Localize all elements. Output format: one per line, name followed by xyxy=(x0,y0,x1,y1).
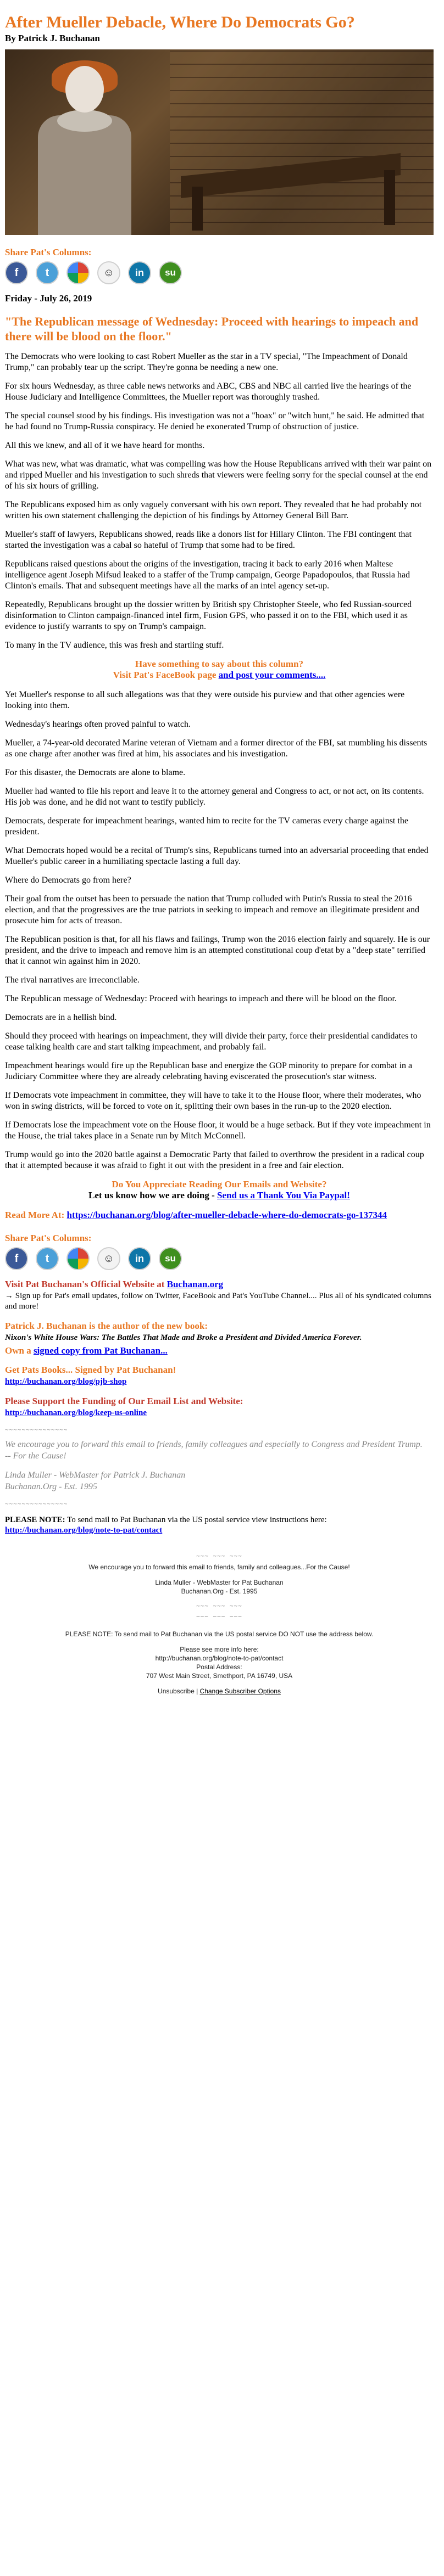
facebook-icon[interactable]: f xyxy=(5,261,28,284)
article-paragraph: Democrats are in a hellish bind. xyxy=(5,1013,117,1022)
hero-clown-figure xyxy=(27,55,137,235)
postal-note-link[interactable]: http://buchanan.org/blog/note-to-pat/contact xyxy=(5,1526,163,1535)
read-more: Read More At: https://buchanan.org/blog/after-mueller-debacle-where-do-democrats-go-137344 xyxy=(5,1210,387,1220)
pull-quote: "The Republican message of Wednesday: Proceed with hearings to impeach and there will be blood on the floor." xyxy=(5,315,419,343)
article-paragraph: For six hours Wednesday, as three cable news networks and ABC, CBS and NBC all carried live the hearings of the House Judiciary and Intelligence Committees, the Mueller report was thoroughly trashed. xyxy=(5,381,412,402)
article-paragraph: Repeatedly, Republicans brought up the dossier written by British spy Christopher Steele, who fed Russian-sourced disinformation to Clinton campaign-financed intel firm, Fusion GPS, who passed it on to the FBI, which used it as evidence to justify warrants to spy on Trump's campaign. xyxy=(5,600,412,631)
stumbleupon-icon[interactable]: su xyxy=(159,1247,182,1270)
article-paragraph: The Democrats who were looking to cast Robert Mueller as the star in a TV special, "The Impeachment of Donald Trump," can probably tear up the script. They're gonna be needing a new one. xyxy=(5,352,408,372)
website-heading: Visit Pat Buchanan's Official Website at Buchanan.org xyxy=(5,1279,224,1289)
article-paragraph: Wednesday's hearings often proved painful to watch. xyxy=(5,720,191,729)
book-heading: Patrick J. Buchanan is the author of the new book: xyxy=(5,1321,208,1331)
article-paragraph: To many in the TV audience, this was fresh and startling stuff. xyxy=(5,641,224,650)
article-paragraph: What was new, what was dramatic, what was compelling was how the House Republicans arrived with their war paint on and ripped Mueller and his investigation to such shreds that viewers were feeling sorry for the special counsel at the end of his six hours of grilling. xyxy=(5,459,432,491)
article-paragraph: The special counsel stood by his findings. His investigation was not a "hoax" or "witch hunt," he said. He admitted that he had found no Trump-Russia conspiracy. He denied he exonerated Trump of obstruction of justice. xyxy=(5,411,425,431)
article-paragraph: The rival narratives are irreconcilable. xyxy=(5,975,140,985)
share-icons-bottom xyxy=(5,1247,434,1270)
article-paragraph: Democrats, desperate for impeachment hearings, wanted him to recite for the TV cameras every charge against the president. xyxy=(5,816,408,837)
share-heading: Share Pat's Columns: xyxy=(5,247,92,257)
subscriber-options-link[interactable]: Change Subscriber Options xyxy=(199,1687,281,1695)
linkedin-icon[interactable]: in xyxy=(128,1247,151,1270)
google-icon[interactable] xyxy=(66,261,90,284)
article-paragraph: If Democrats vote impeachment in committee, they will have to take it to the House floor, where their moderates, who won in swing districts, will be forced to vote on it, splitting their own bases in the run-up to the 2020 election. xyxy=(5,1091,421,1111)
footer-address-block: Please see more info here: http://buchanan.org/blog/note-to-pat/contact Postal Address: 707 West Main Street, Smethport, PA 16749, USA xyxy=(146,1646,293,1680)
footer-divider-3: ~~~ ~~~ ~~~ xyxy=(196,1613,242,1620)
article-paragraph: Mueller, a 74-year-old decorated Marine veteran of Vietnam and a former director of the FBI, sat mumbling his dissents as one charge after another was fired at him, his associates and his investigation. xyxy=(5,738,428,759)
support-heading: Please Support the Funding of Our Email List and Website: xyxy=(5,1396,243,1406)
article-date: Friday - July 26, 2019 xyxy=(5,293,92,304)
comment-cta-heading: Have something to say about this column? xyxy=(135,659,304,669)
article-paragraph: Impeachment hearings would fire up the Republican base and energize the GOP minority to prepare for combat in a Judiciary Committee where they are already celebrating having eviscerated the prosecution's star witness. xyxy=(5,1061,413,1081)
reddit-icon[interactable]: ☺ xyxy=(97,261,120,284)
article-paragraph: Where do Democrats go from here? xyxy=(5,875,131,885)
appreciate-heading: Do You Appreciate Reading Our Emails and Website? xyxy=(112,1179,327,1189)
article-paragraph: For this disaster, the Democrats are alone to blame. xyxy=(5,768,186,777)
article-paragraph: Yet Mueller's response to all such allegations was that they were outside his purview and that other agencies were looking into them. xyxy=(5,690,405,710)
linkedin-icon[interactable]: in xyxy=(128,261,151,284)
books-shop-link[interactable]: http://buchanan.org/blog/pjb-shop xyxy=(5,1377,127,1386)
article-paragraph: The Republican position is that, for all his flaws and failings, Trump won the 2016 election fairly and squarely. He is our president, and the drive to impeach and remove him is an attempted constitutional coup d'etat by a "deep state" terrified that it cannot win against him in 2020. xyxy=(5,935,430,966)
footer-divider-1: ~~~ ~~~ ~~~ xyxy=(196,1552,242,1559)
reddit-icon[interactable]: ☺ xyxy=(97,1247,120,1270)
support-link[interactable]: http://buchanan.org/blog/keep-us-online xyxy=(5,1408,147,1417)
google-icon[interactable] xyxy=(66,1247,90,1270)
website-subtext: → Sign up for Pat's email updates, follow on Twitter, FaceBook and Pat's YouTube Channel.... Plus all of his syndicated columns and more! xyxy=(5,1292,431,1311)
stumbleupon-icon[interactable]: su xyxy=(159,261,182,284)
signed-copy-link[interactable]: signed copy from Pat Buchanan... xyxy=(33,1345,168,1356)
paypal-cta-line: Let us know how we are doing - Send us a Thank You Via Paypal! xyxy=(88,1190,350,1200)
share-icons xyxy=(5,261,434,284)
article-paragraph: Trump would go into the 2020 battle against a Democratic Party that failed to overthrow the president in a radical coup that it attempted because it was afraid to fight it out with the president in a free and fair election. xyxy=(5,1150,424,1170)
encourage-text: We encourage you to forward this email to friends, family colleagues and especially to Congress and President Trump. -- For the Cause! xyxy=(5,1440,423,1461)
paypal-link[interactable]: Send us a Thank You Via Paypal! xyxy=(217,1190,350,1200)
email-footer xyxy=(5,1552,434,1696)
article-paragraph: If Democrats lose the impeachment vote on the House floor, it would be a huge setback. But if they vote impeachment in the House, the trial takes place in a Senate run by Mitch McConnell. xyxy=(5,1120,431,1141)
article-title: After Mueller Debacle, Where Do Democrats Go? xyxy=(5,13,355,31)
article-paragraph: The Republican message of Wednesday: Proceed with hearings to impeach and there will be blood on the floor. xyxy=(5,994,397,1003)
article-body-part-2 xyxy=(5,689,434,1171)
hero-image xyxy=(5,49,434,235)
twitter-icon[interactable]: t xyxy=(36,1247,59,1270)
footer-unsubscribe: Unsubscribe | Change Subscriber Options xyxy=(158,1687,281,1695)
article-paragraph: Republicans raised questions about the origins of the investigation, tracing it back to early 2016 when Maltese intelligence agent Joseph Mifsud leaked to a staffer of the Trump campaign, George Papadopoulos, that Russia had Clinton's emails. That and subsequent meetings have all the marks of an intel agency set-up. xyxy=(5,559,410,591)
facebook-comments-link[interactable]: and post your comments.... xyxy=(218,670,326,680)
twitter-icon[interactable]: t xyxy=(36,261,59,284)
footer-encourage: We encourage you to forward this email to friends, family and colleagues...For the Cause! xyxy=(88,1563,350,1571)
article-paragraph: Mueller had wanted to file his report and leave it to the attorney general and Congress to act, or not act, on its contents. His job was done, and he did not want to testify publicly. xyxy=(5,787,424,807)
postal-note: PLEASE NOTE: To send mail to Pat Buchanan via the US postal service view instructions here: http://buchanan.org/blog/note-to-pat/contact xyxy=(5,1516,327,1535)
signed-copy-line: Own a signed copy from Pat Buchanan... xyxy=(5,1345,168,1356)
article-paragraph: Their goal from the outset has been to persuade the nation that Trump colluded with Putin's Russia to steal the 2016 election, and that the progressives are the true patriots in seeking to impeach and remove an illegitimate president and prosecute him for acts of treason. xyxy=(5,894,419,925)
article-paragraph: Should they proceed with hearings on impeachment, they will divide their party, force their presidential candidates to cease talking health care and start talking impeachment, and probably fail. xyxy=(5,1031,418,1052)
signature: Linda Muller - WebMaster for Patrick J. Buchanan Buchanan.Org - Est. 1995 xyxy=(5,1471,186,1491)
read-more-link[interactable]: https://buchanan.org/blog/after-mueller-debacle-where-do-democrats-go-137344 xyxy=(66,1210,387,1220)
share-heading-bottom: Share Pat's Columns: xyxy=(5,1233,92,1243)
email-body xyxy=(5,13,434,1696)
article-paragraph: Mueller's staff of lawyers, Republicans showed, reads like a donors list for Hillary Clinton. The FBI contingent that started the investigation was a cabal so hateful of Trump that some had to be fired. xyxy=(5,530,412,550)
footer-signature: Linda Muller - WebMaster for Pat Buchanan Buchanan.Org - Est. 1995 xyxy=(155,1579,284,1595)
article-paragraph: The Republicans exposed him as only vaguely conversant with his own report. They revealed that he had probably not written his own statement challenging the depiction of his findings by Attorney General Bill Barr. xyxy=(5,500,422,520)
book-title: Nixon's White House Wars: The Battles That Made and Broke a President and Divided America Forever. xyxy=(5,1333,362,1342)
comment-cta-line: Visit Pat's FaceBook page and post your comments.... xyxy=(113,670,326,680)
article-paragraph: What Democrats hoped would be a recital of Trump's sins, Republicans turned into an adversarial proceeding that ended Mueller's public career in a humiliating spectacle lasting a full day. xyxy=(5,846,429,866)
article-paragraph: All this we knew, and all of it we have heard for months. xyxy=(5,441,205,450)
books-heading: Get Pats Books... Signed by Pat Buchanan! xyxy=(5,1365,176,1375)
facebook-icon[interactable]: f xyxy=(5,1247,28,1270)
footer-note: PLEASE NOTE: To send mail to Pat Buchanan via the US postal service DO NOT use the address below. xyxy=(65,1630,374,1638)
divider-1: ~~~~~~~~~~~~~~~ xyxy=(5,1426,68,1433)
website-link[interactable]: Buchanan.org xyxy=(166,1279,224,1289)
footer-divider-2: ~~~ ~~~ ~~~ xyxy=(196,1602,242,1609)
divider-2: ~~~~~~~~~~~~~~~ xyxy=(5,1500,68,1507)
byline: By Patrick J. Buchanan xyxy=(5,33,100,43)
footer-contact-link[interactable]: http://buchanan.org/blog/note-to-pat/contact xyxy=(155,1654,284,1662)
article-body-part-1 xyxy=(5,351,434,651)
